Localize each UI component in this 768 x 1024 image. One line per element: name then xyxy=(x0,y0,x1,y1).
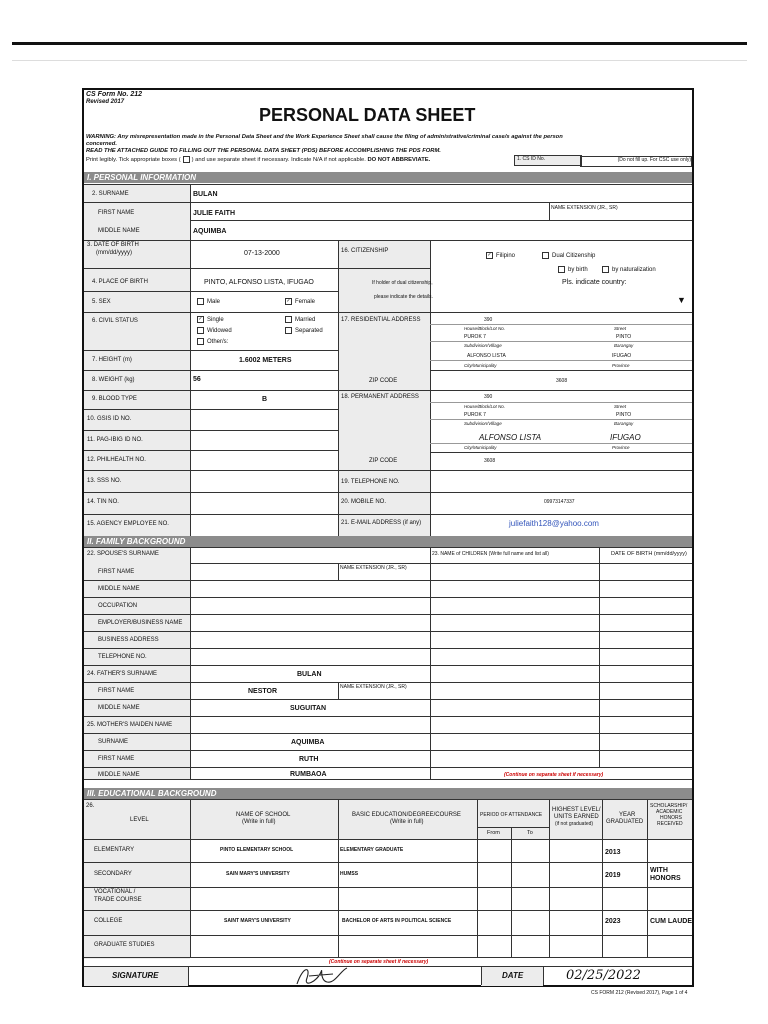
warning-text-2: concerned. xyxy=(86,141,117,147)
child-dob-label: DATE OF BIRTH (mm/dd/yyyy) xyxy=(611,551,687,557)
honors-header: SCHOLARSHIP/ xyxy=(650,803,688,809)
dob-label: 3. DATE OF BIRTH xyxy=(87,242,139,248)
res-barangay-caption: Barangay xyxy=(614,343,634,348)
edu-school[interactable]: PINTO ELEMENTARY SCHOOL xyxy=(220,847,294,853)
form-revised: Revised 2017 xyxy=(86,99,125,105)
school-name-header: NAME OF SCHOOL xyxy=(236,812,291,818)
res-purok-value[interactable]: PUROK 7 xyxy=(464,334,486,340)
female-checkbox[interactable]: ✓ Female xyxy=(286,298,316,306)
signature-label: SIGNATURE xyxy=(112,971,159,980)
spouse-name-ext-label: NAME EXTENSION (JR., SR) xyxy=(340,565,407,571)
mobile-value[interactable]: 09973147337 xyxy=(544,499,575,505)
scan-top-line xyxy=(12,42,747,45)
weight-value[interactable]: 56 xyxy=(193,376,201,383)
section-family-background: II. FAMILY BACKGROUND xyxy=(84,536,692,547)
pagibig-label: 11. PAG-IBIG ID NO. xyxy=(87,437,143,443)
section-personal-info: I. PERSONAL INFORMATION xyxy=(84,172,692,183)
honors-header-2: ACADEMIC xyxy=(656,809,683,815)
res-barangay-value[interactable]: PINTO xyxy=(616,334,632,340)
email-value[interactable]: juliefaith128@yahoo.com xyxy=(509,519,599,528)
read-guide-text: READ THE ATTACHED GUIDE TO FILLING OUT THE PERSONAL DATA SHEET (PDS) BEFORE ACCOMPLISHING THE PDS FORM. xyxy=(86,148,441,154)
email-label: 21. E-MAIL ADDRESS (if any) xyxy=(341,520,422,526)
res-province-value[interactable]: IFUGAO xyxy=(612,353,632,359)
sss-label: 13. SSS NO. xyxy=(87,478,122,484)
height-label: 7. HEIGHT (m) xyxy=(92,357,132,363)
mother-surname-value[interactable]: AQUIMBA xyxy=(291,739,325,746)
highest-level-header-2: UNITS EARNED xyxy=(554,814,599,820)
section-educational-background: III. EDUCATIONAL BACKGROUND xyxy=(84,788,692,799)
residential-address-label: 17. RESIDENTIAL ADDRESS xyxy=(341,317,421,323)
telephone-label: 19. TELEPHONE NO. xyxy=(341,479,400,485)
year-graduated-header: YEAR xyxy=(619,812,636,818)
date-value[interactable]: 02/25/2022 xyxy=(566,968,641,983)
period-header: PERIOD OF ATTENDANCE xyxy=(480,812,543,818)
perm-zip-value[interactable]: 3608 xyxy=(484,458,496,464)
others-checkbox[interactable]: Other/s: xyxy=(197,338,228,346)
edu-level: SECONDARY xyxy=(94,871,132,877)
edu-level: GRADUATE STUDIES xyxy=(94,942,155,948)
handwritten-signature[interactable] xyxy=(289,962,369,990)
course-header: BASIC EDUCATION/DEGREE/COURSE xyxy=(352,812,461,818)
philhealth-label: 12. PHILHEALTH NO. xyxy=(87,457,146,463)
scan-faint-line xyxy=(12,60,747,61)
employer-label: EMPLOYER/BUSINESS NAME xyxy=(98,620,183,626)
edu-honors[interactable]: CUM LAUDE xyxy=(650,918,692,925)
education-item-number: 26. xyxy=(86,803,95,809)
edu-honors[interactable]: WITH HONORS xyxy=(650,867,681,882)
perm-house-caption: House/Block/Lot No. xyxy=(464,404,506,409)
by-birth-checkbox[interactable]: by birth xyxy=(558,266,588,274)
print-legibly-text: Print legibly. Tick appropriate boxes ( ) and use separate sheet if necessary. Indicate N/A if not applicable. DO NOT ABBREVIATE. xyxy=(86,157,431,164)
date-label: DATE xyxy=(502,971,524,980)
widowed-checkbox[interactable]: Widowed xyxy=(197,327,232,335)
res-city-value[interactable]: ALFONSO LISTA xyxy=(467,353,506,359)
edu-school[interactable]: SAIN MARY'S UNIVERSITY xyxy=(226,871,290,877)
height-value[interactable]: 1.6002 METERS xyxy=(239,357,292,364)
cs-id-label: 1. CS ID No. xyxy=(514,155,582,166)
edu-year[interactable]: 2023 xyxy=(605,918,621,925)
form-number: CS Form No. 212 xyxy=(86,91,143,98)
middle-name-value[interactable]: AQUIMBA xyxy=(193,228,227,235)
education-continue-note: (Continue on separate sheet if necessary) xyxy=(329,959,429,965)
res-zip-label: ZIP CODE xyxy=(369,378,398,384)
father-middle-name-label: MIDDLE NAME xyxy=(98,705,140,711)
occupation-label: OCCUPATION xyxy=(98,603,138,609)
period-from-header: From xyxy=(487,830,500,836)
education-level-header: LEVEL xyxy=(130,817,149,823)
spouse-first-name-label: FIRST NAME xyxy=(98,569,135,575)
tin-label: 14. TIN NO. xyxy=(87,499,119,505)
pob-label: 4. PLACE OF BIRTH xyxy=(92,279,148,285)
by-naturalization-checkbox[interactable]: by naturalization xyxy=(602,266,656,274)
middle-name-label: MIDDLE NAME xyxy=(98,228,140,234)
first-name-value[interactable]: JULIE FAITH xyxy=(193,210,236,217)
father-surname-label: 24. FATHER'S SURNAME xyxy=(87,671,158,677)
school-name-header-2: (Write in full) xyxy=(242,819,276,825)
pob-value[interactable]: PINTO, ALFONSO LISTA, IFUGAO xyxy=(204,279,314,286)
mother-surname-label: SURNAME xyxy=(98,739,129,745)
warning-text: WARNING: Any misrepresentation made in the Personal Data Sheet and the Work Experience Sheet shall cause the filing of administrative/criminal case/s against the person xyxy=(86,134,563,140)
separated-checkbox[interactable]: Separated xyxy=(285,327,323,335)
agency-employee-label: 15. AGENCY EMPLOYEE NO. xyxy=(87,521,169,527)
res-house-value[interactable]: 390 xyxy=(484,317,493,323)
blood-type-label: 9. BLOOD TYPE xyxy=(92,396,137,402)
father-name-ext-label: NAME EXTENSION (JR., SR) xyxy=(340,684,407,690)
dual-note-1: If holder of dual citizenship, xyxy=(372,280,433,286)
perm-barangay-caption: Barangay xyxy=(614,421,634,426)
gsis-label: 10. GSIS ID NO. xyxy=(87,416,132,422)
country-dropdown-icon[interactable]: ▼ xyxy=(677,295,686,305)
csc-use-note[interactable]: (Do not fill up. For CSC use only) xyxy=(580,156,692,167)
children-label: 23. NAME of CHILDREN (Write full name and list all) xyxy=(432,551,549,557)
perm-city-caption: City/Municipality xyxy=(464,445,497,450)
perm-province-caption: Province xyxy=(612,445,630,450)
spouse-telephone-label: TELEPHONE NO. xyxy=(98,654,147,660)
res-street-caption: Street xyxy=(614,326,627,331)
father-middle-name-value[interactable]: SUGUITAN xyxy=(290,705,327,712)
edu-year[interactable]: 2013 xyxy=(605,849,621,856)
res-house-caption: House/Block/Lot No. xyxy=(464,326,506,331)
dob-format: (mm/dd/yyyy) xyxy=(96,250,132,256)
family-continue-note: (Continue on separate sheet if necessary) xyxy=(504,772,604,778)
edu-level: ELEMENTARY xyxy=(94,847,135,853)
edu-course[interactable]: ELEMENTARY GRADUATE xyxy=(340,847,404,853)
edu-level: COLLEGE xyxy=(94,918,123,924)
edu-year[interactable]: 2019 xyxy=(605,872,621,879)
male-checkbox[interactable]: Male xyxy=(197,298,220,306)
business-address-label: BUSINESS ADDRESS xyxy=(98,637,159,643)
perm-house-value[interactable]: 390 xyxy=(484,394,493,400)
perm-city-value[interactable]: ALFONSO LISTA xyxy=(479,433,542,442)
perm-zip-label: ZIP CODE xyxy=(369,458,398,464)
perm-subdiv-caption: Subdivision/Village xyxy=(464,421,502,426)
mother-middle-name-value[interactable]: RUMBAOA xyxy=(290,771,327,778)
surname-label: 2. SURNAME xyxy=(92,191,129,197)
blood-type-value[interactable]: B xyxy=(262,396,268,403)
mobile-label: 20. MOBILE NO. xyxy=(341,499,387,505)
mother-first-name-label: FIRST NAME xyxy=(98,756,135,762)
surname-value[interactable]: BULAN xyxy=(193,191,218,198)
perm-purok-value[interactable]: PUROK 7 xyxy=(464,412,486,418)
weight-label: 8. WEIGHT (kg) xyxy=(92,377,135,383)
edu-course[interactable]: HUMSS xyxy=(340,871,359,877)
res-city-caption: City/Municipality xyxy=(464,363,497,368)
dob-value[interactable]: 07-13-2000 xyxy=(244,250,280,257)
res-province-caption: Province xyxy=(612,363,630,368)
perm-barangay-value[interactable]: PINTO xyxy=(616,412,632,418)
mother-middle-name-label: MIDDLE NAME xyxy=(98,772,140,778)
filipino-checkbox[interactable]: ✓ Filipino xyxy=(487,252,516,260)
course-header-2: (Write in full) xyxy=(390,819,424,825)
married-checkbox[interactable]: Married xyxy=(285,316,315,324)
year-graduated-header-2: GRADUATED xyxy=(606,819,644,825)
spouse-surname-label: 22. SPOUSE'S SURNAME xyxy=(87,551,159,557)
mother-first-name-value[interactable]: RUTH xyxy=(299,756,319,763)
honors-header-4: RECEIVED xyxy=(657,821,683,827)
pds-form xyxy=(82,88,694,987)
civil-status-label: 6. CIVIL STATUS xyxy=(92,318,138,324)
education-header-bg xyxy=(84,799,692,839)
edu-course[interactable]: BACHELOR OF ARTS IN POLITICAL SCIENCE xyxy=(342,918,452,924)
highest-level-header: HIGHEST LEVEL/ xyxy=(552,807,601,813)
dual-citizenship-checkbox[interactable]: Dual Citizenship xyxy=(542,252,595,260)
citizenship-label: 16. CITIZENSHIP xyxy=(341,248,389,254)
perm-street-caption: Street xyxy=(614,404,627,409)
pls-indicate-country: Pls. indicate country: xyxy=(562,279,627,286)
father-surname-value[interactable]: BULAN xyxy=(297,671,322,678)
mother-maiden-name-label: 25. MOTHER'S MAIDEN NAME xyxy=(87,722,173,728)
honors-header-3: HONORS xyxy=(660,815,682,821)
dual-note-2: please indicate the details. xyxy=(374,294,433,300)
name-extension-label: NAME EXTENSION (JR., SR) xyxy=(551,205,618,211)
edu-level-2: TRADE COURSE xyxy=(94,897,142,903)
first-name-label: FIRST NAME xyxy=(98,210,135,216)
res-zip-value[interactable]: 3608 xyxy=(556,378,568,384)
permanent-address-label: 18. PERMANENT ADDRESS xyxy=(341,394,419,400)
highest-level-header-3: (if not graduated) xyxy=(555,821,594,827)
perm-province-value[interactable]: IFUGAO xyxy=(610,433,641,442)
father-first-name-label: FIRST NAME xyxy=(98,688,135,694)
res-subdiv-caption: Subdivision/Village xyxy=(464,343,502,348)
single-checkbox[interactable]: ✓ Single xyxy=(198,316,224,324)
page-title: PERSONAL DATA SHEET xyxy=(259,105,476,125)
edu-level: VOCATIONAL / xyxy=(94,889,136,895)
period-to-header: To xyxy=(527,830,533,836)
edu-school[interactable]: SAINT MARY'S UNIVERSITY xyxy=(224,918,291,924)
sex-label: 5. SEX xyxy=(92,299,111,305)
spouse-middle-name-label: MIDDLE NAME xyxy=(98,586,140,592)
form-footer: CS FORM 212 (Revised 2017), Page 1 of 4 xyxy=(591,990,688,996)
father-first-name-value[interactable]: NESTOR xyxy=(248,688,278,695)
